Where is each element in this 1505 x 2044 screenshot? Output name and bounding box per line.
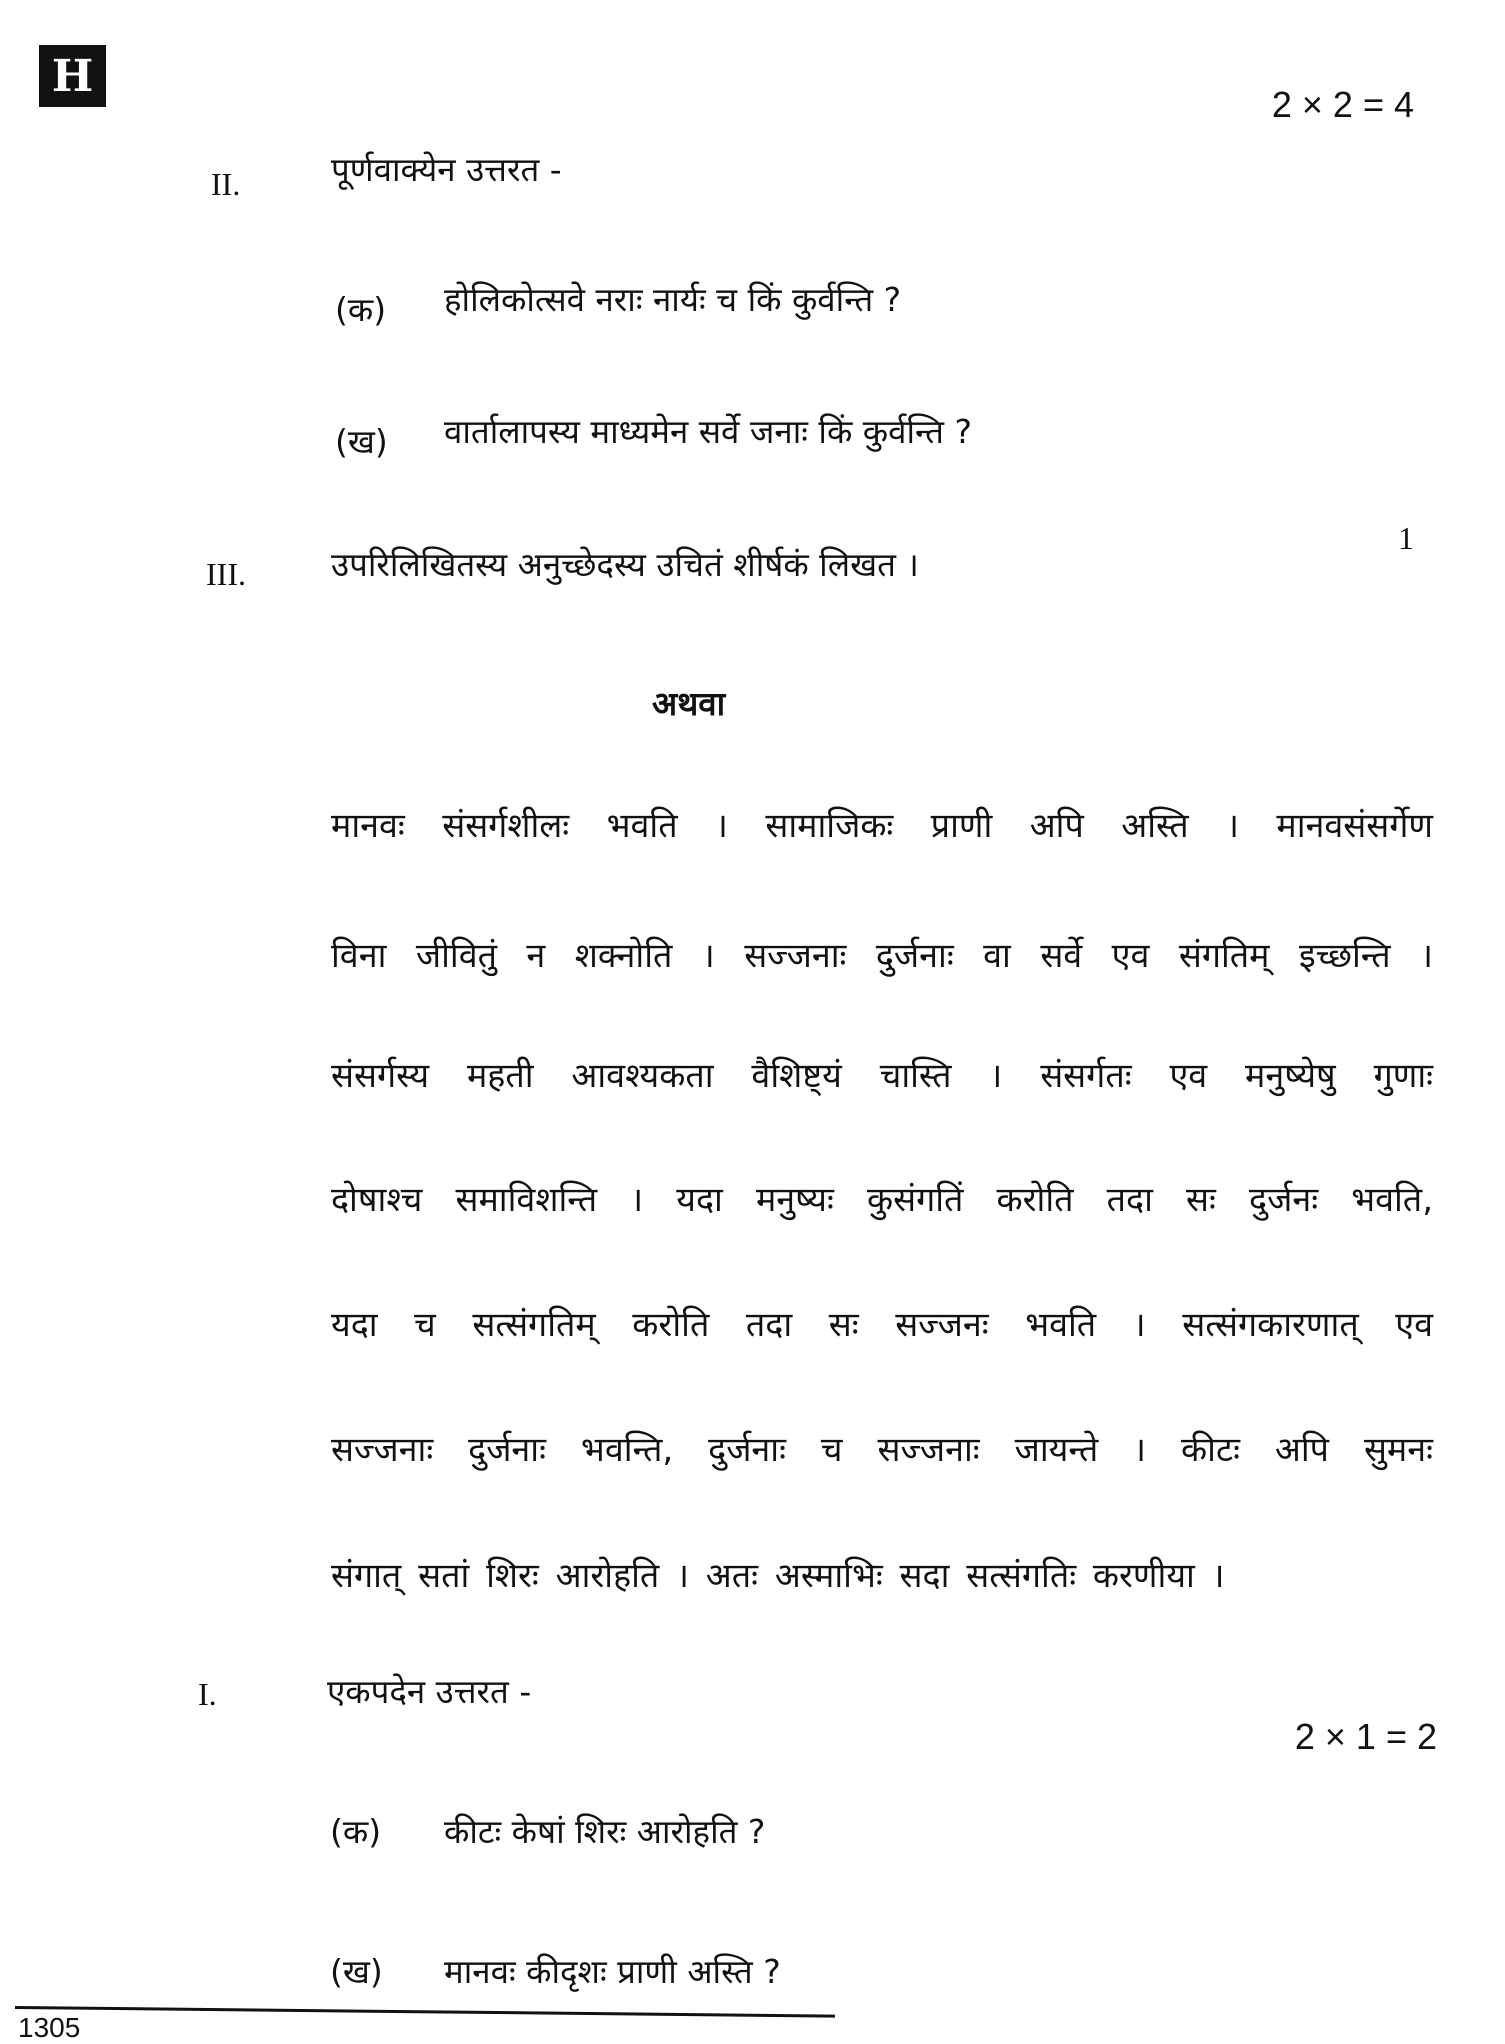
section-ii-instruction: पूर्णवाक्येन उत्तरत -	[331, 150, 562, 189]
section-ii-marks: 2 × 2 = 4	[1271, 84, 1414, 125]
section-i-instruction: एकपदेन उत्तरत -	[327, 1672, 532, 1711]
or-heading: अथवा	[652, 684, 726, 723]
question-text: वार्तालापस्य माध्यमेन सर्वे जनाः किं कुर्वन्ति ?	[444, 412, 972, 451]
question-text: कीटः केषां शिरः आरोहति ?	[444, 1812, 766, 1851]
passage-line: दोषाश्च समाविशन्ति । यदा मनुष्यः कुसंगतिं करोति तदा सः दुर्जनः भवति,	[331, 1180, 1433, 1220]
passage-line: संगात् सतां शिरः आरोहति । अतः अस्माभिः सदा सत्संगतिः करणीया ।	[331, 1556, 1225, 1596]
question-label: (ख)	[330, 1952, 383, 1991]
page-badge: H	[39, 45, 106, 107]
section-i-marks: 2 × 1 = 2	[1294, 1716, 1437, 1757]
question-label: (क)	[335, 290, 387, 329]
section-ii-numeral: II.	[211, 166, 241, 202]
footer-code: 1305	[18, 2012, 81, 2043]
passage-line: संसर्गस्य महती आवश्यकता वैशिष्ट्यं चास्ति । संसर्गतः एव मनुष्येषु गुणाः	[331, 1056, 1433, 1096]
passage-line: यदा च सत्संगतिम् करोति तदा सः सज्जनः भवति । सत्संगकारणात् एव	[331, 1305, 1433, 1345]
question-text: होलिकोत्सवे नराः नार्यः च किं कुर्वन्ति ?	[444, 280, 902, 319]
section-iii-instruction: उपरिलिखितस्य अनुच्छेदस्य उचितं शीर्षकं लिखत ।	[331, 545, 919, 584]
section-i-numeral: I.	[198, 1676, 217, 1712]
question-label: (ख)	[335, 422, 388, 461]
passage-line: सज्जनाः दुर्जनाः भवन्ति, दुर्जनाः च सज्जनाः जायन्ते । कीटः अपि सुमनः	[331, 1430, 1433, 1470]
question-text: मानवः कीदृशः प्राणी अस्ति ?	[444, 1952, 781, 1991]
footer-rule	[15, 2006, 835, 2018]
passage-line: विना जीवितुं न शक्नोति । सज्जनाः दुर्जनाः वा सर्वे एव संगतिम् इच्छन्ति ।	[331, 936, 1433, 976]
section-iii-marks: 1	[1398, 520, 1414, 556]
question-label: (क)	[330, 1812, 382, 1851]
section-iii-numeral: III.	[206, 556, 246, 592]
passage-line: मानवः संसर्गशीलः भवति । सामाजिकः प्राणी अपि अस्ति । मानवसंसर्गेण	[331, 806, 1433, 846]
